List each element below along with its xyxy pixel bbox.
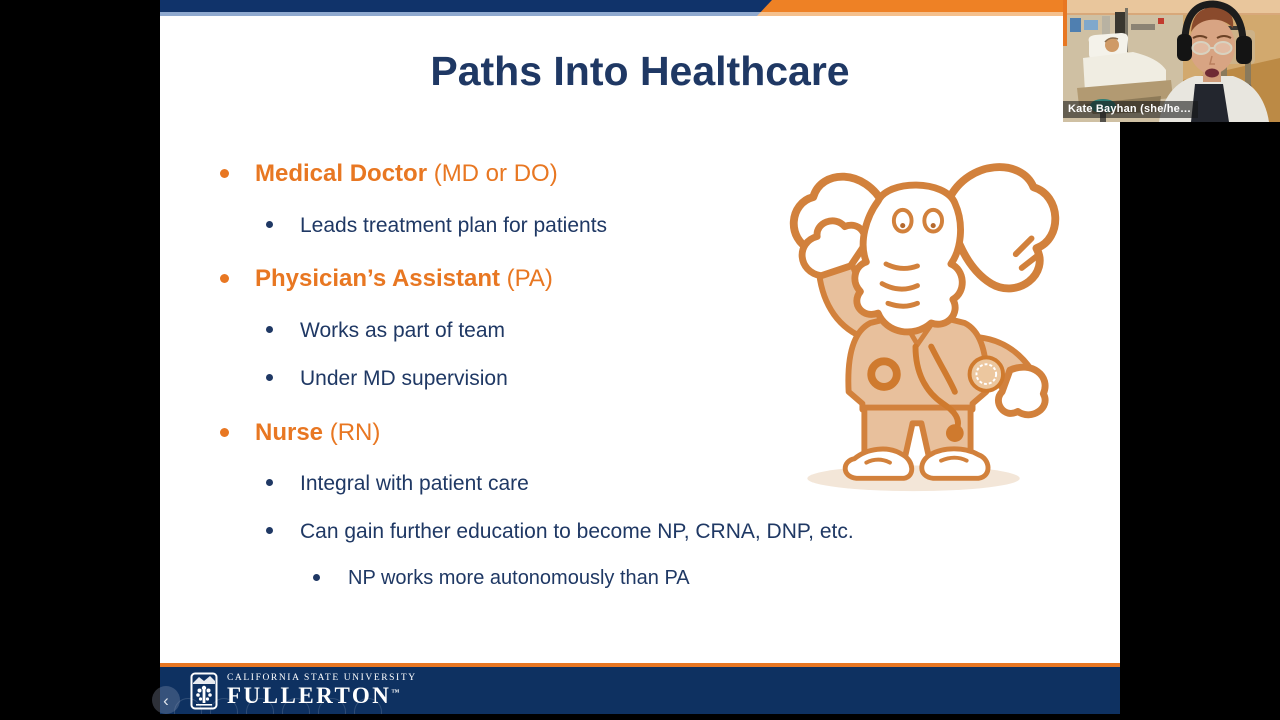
bullet-text: Physician’s Assistant (PA) [255,265,553,292]
bullet-dot [266,221,273,228]
bullet-dot [266,326,273,333]
bullet-further-education [160,518,854,545]
presentation-slide [160,0,1120,714]
bullet-dot [266,479,273,486]
bullet-integral-patient-care [160,470,529,497]
slide-top-banner [160,0,1120,16]
bullet-dot [220,428,229,437]
footer-bar [160,667,1120,714]
bullet-dot [266,527,273,534]
participant-name-label: Kate Bayhan (she/he… [1063,101,1198,118]
bullet-text: Integral with patient care [300,472,529,495]
slide-footer [160,663,1120,714]
bullet-leads-treatment [160,212,607,239]
bullet-nurse [160,417,380,448]
bullet-text: Can gain further education to become NP, CRNA, DNP, etc. [300,520,854,543]
chevron-left-icon: ‹ [163,690,169,710]
bullet-dot [266,374,273,381]
university-name: CALIFORNIA STATE UNIVERSITY [227,672,417,683]
bullet-dot [313,574,320,581]
bullet-text: Works as part of team [300,319,506,342]
bullet-works-as-team [160,317,505,344]
bullet-physicians-assistant [160,263,553,294]
bullet-dot [220,274,229,283]
bullet-under-md-supervision [160,365,508,392]
page-title: Paths Into Healthcare [430,48,850,94]
bullet-medical-doctor [160,158,558,189]
bullet-text: NP works more autonomously than PA [348,567,690,589]
trademark-symbol: ™ [391,687,400,697]
bullet-text: Leads treatment plan for patients [300,214,608,237]
bullet-text: Medical Doctor (MD or DO) [255,160,558,187]
bullet-text: Under MD supervision [300,367,508,390]
bullet-text: Nurse (RN) [255,419,381,446]
bullet-dot [220,169,229,178]
previous-button[interactable] [152,686,180,714]
elephant-mascot-illustration [768,140,1063,502]
campus-name: FULLERTON™ [227,683,400,709]
bullet-np-autonomy [160,565,690,591]
participant-video-tile[interactable] [1063,0,1280,122]
